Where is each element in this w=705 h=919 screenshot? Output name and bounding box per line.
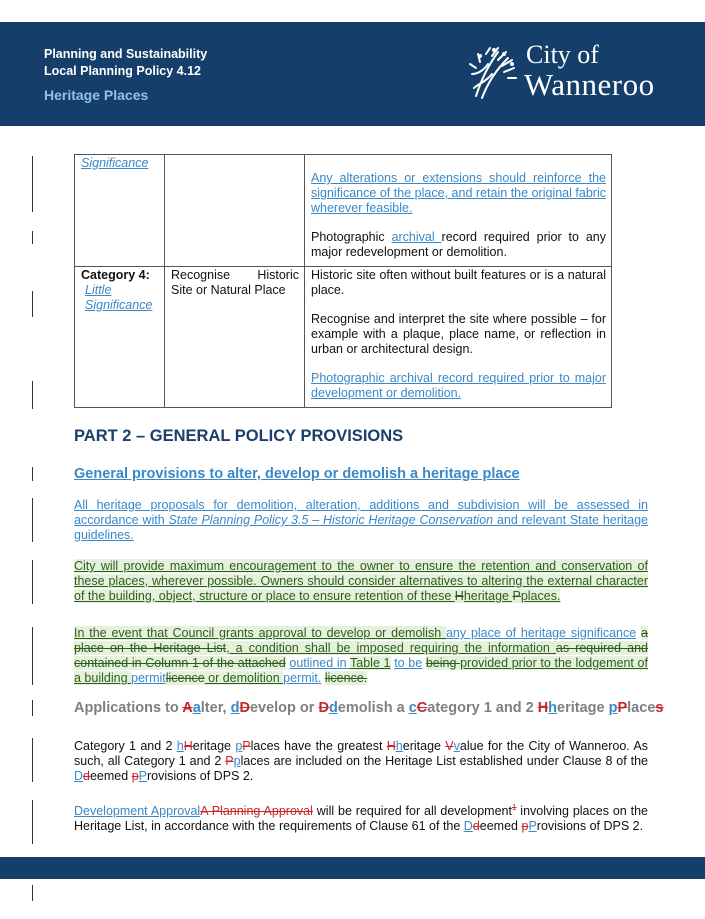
part2-title: PART 2 – GENERAL POLICY PROVISIONS: [74, 427, 404, 445]
inserted-text: d: [230, 700, 240, 716]
change-bar: [32, 700, 33, 716]
deleted-text: d: [83, 769, 90, 783]
heading-text: Applications to: [74, 700, 183, 716]
highlighted-text: In the event that Council grants approval to develop or demolish: [74, 626, 446, 640]
heritage-category-table: [74, 154, 612, 408]
highlighted-text: , a condition shall be imposed requiring the information: [226, 641, 556, 655]
table-cell-action: [165, 155, 305, 267]
deleted-text: C: [416, 700, 428, 716]
highlighted-text: h: [463, 589, 471, 603]
header-text: [44, 46, 207, 103]
category-significance: Little Significance: [85, 283, 153, 312]
body-text: rovisions of DPS 2.: [146, 769, 254, 783]
header-policy-number: Local Planning Policy 4.12: [44, 64, 201, 78]
inserted-text: D: [74, 769, 84, 783]
deleted-text: P: [617, 700, 628, 716]
deleted-text: H: [537, 700, 549, 716]
change-bar: [32, 291, 33, 317]
deleted-text: D: [318, 700, 329, 716]
deleted-text: d: [472, 819, 480, 834]
body-text: rovisions of DPS 2.: [536, 819, 644, 834]
heading-text: emolish a: [337, 700, 409, 716]
cell-text: Historic site often without built features or is a natural place.: [311, 268, 606, 297]
inserted-text: Photographic archival record required prior to major development or demolition.: [311, 371, 606, 400]
deleted-text: p: [131, 769, 139, 783]
heading-text: ategory 1 and 2: [427, 700, 538, 716]
cell-text: Recognise and interpret the site where possible – for example with a plaque, place name, or reflection in urban or architectural design.: [311, 312, 606, 356]
inserted-text: All heritage proposals for demolition, alteration, additions and subdivision will be assessed in accordance with: [74, 498, 648, 527]
table-cell-category: [75, 267, 165, 408]
deleted-text: p: [521, 819, 529, 834]
heading-text: lace: [627, 700, 656, 716]
inserted-text-italic: State Planning Policy 3.5 – Historic Heritage Conservation: [168, 513, 494, 527]
change-bar: [32, 381, 33, 409]
significance-label: Significance: [81, 156, 149, 170]
deleted-text: being: [425, 656, 461, 670]
inserted-text: permit: [131, 671, 166, 685]
inserted-text: h: [176, 739, 184, 753]
general-provisions-heading: General provisions to alter, develop or demolish a heritage place: [74, 466, 520, 482]
inserted-text: permit.: [283, 671, 322, 685]
table-cell-category: [75, 155, 165, 267]
header-department: Planning and Sustainability: [44, 47, 208, 61]
change-bar: [32, 560, 33, 604]
inserted-text: and relevant State heritage guidelines.: [74, 513, 648, 542]
deleted-text: as required and contained in Column 1 of the attached: [74, 641, 648, 670]
body-text: Category 1 and 2: [74, 739, 177, 753]
change-bar: [32, 885, 33, 901]
table-cell-description: [305, 155, 612, 267]
header-subtitle: Heritage Places: [44, 87, 149, 103]
deleted-text: H: [183, 739, 193, 753]
deleted-text: A: [182, 700, 193, 716]
logo-wanneroo: Wanneroo: [524, 67, 655, 102]
inserted-text: archival: [391, 230, 442, 244]
deleted-text: V: [445, 739, 454, 753]
inserted-text: a: [192, 700, 201, 716]
category-label: Category 4:: [81, 268, 150, 282]
change-bar: [32, 627, 33, 685]
body-text: laces are included on the Heritage List established under Clause 8 of the: [240, 754, 649, 768]
deleted-text: H: [386, 739, 396, 753]
body-text: will be required for all development: [312, 804, 512, 819]
deleted-text: licence.: [324, 671, 368, 685]
change-bar: [32, 800, 33, 844]
deleted-text: P: [225, 754, 234, 768]
table-cell-description: [305, 267, 612, 408]
banksia-logo-icon: [468, 44, 520, 102]
inserted-text: outlined in: [289, 656, 351, 670]
inserted-text: to be: [394, 656, 423, 670]
change-bar: [32, 467, 33, 481]
inserted-text: d: [328, 700, 338, 716]
paragraph-condition: [74, 626, 648, 686]
inserted-text: h: [395, 739, 403, 753]
body-text: eritage: [402, 739, 446, 753]
highlighted-text: or demolition: [204, 671, 284, 685]
paragraph-category-value: [74, 739, 648, 784]
body-text: eemed: [479, 819, 522, 834]
inserted-text: D: [463, 819, 473, 834]
table-cell-action: [165, 267, 305, 408]
highlighted-text: eritage: [470, 589, 513, 603]
inserted-text: P: [528, 819, 537, 834]
applications-heading: [74, 700, 663, 716]
deleted-text: D: [239, 700, 250, 716]
cell-text: Any alterations or extensions should reinforce the significance of the place, and retain the original fabric wherever feasible.: [311, 171, 606, 215]
page-header: [0, 22, 705, 126]
cell-text: Recognise Historic Site or Natural Place: [171, 268, 299, 297]
paragraph-encouragement: [74, 559, 648, 604]
deleted-text: H: [454, 589, 464, 603]
inserted-text: Development Approval: [74, 804, 201, 819]
logo-city-of: City of: [526, 40, 599, 69]
inserted-text: any place of heritage significance: [445, 626, 637, 640]
change-bar: [32, 231, 33, 244]
inserted-text: P: [138, 769, 147, 783]
footnote-marker[interactable]: 1: [511, 803, 517, 812]
table-row: [75, 267, 612, 408]
highlighted-text: City will provide maximum encouragement to the owner to ensure the retention and conservation of these places, wherever possible. Owners should consider alternatives to altering the external character of the building, object, structure or place to ensure retention of these: [74, 559, 648, 603]
paragraph-development-approval: [74, 800, 648, 834]
city-of-wanneroo-logo: [468, 40, 678, 104]
highlighted-text: laces.: [527, 589, 561, 603]
highlighted-text: p: [520, 589, 528, 603]
page-footer-bar: [0, 857, 705, 879]
deleted-text: A Planning Approval: [200, 804, 313, 819]
highlighted-text: Table 1: [350, 656, 391, 670]
heading-text: eritage: [557, 700, 609, 716]
deleted-text: P: [242, 739, 251, 753]
deleted-text: licence: [165, 671, 205, 685]
inserted-text: c: [408, 700, 417, 716]
highlighted-text: provided prior to the lodgement of a building: [74, 656, 648, 685]
deleted-text: P: [512, 589, 521, 603]
deleted-text: a place on the Heritage List: [74, 626, 648, 655]
inserted-text: v: [453, 739, 460, 753]
inserted-text: p: [608, 700, 618, 716]
deleted-text: s: [655, 700, 664, 716]
body-text: laces have the greatest: [250, 739, 387, 753]
body-text: alue for the City of Wanneroo. As such, all Category 1 and 2: [74, 739, 648, 768]
cell-text: record required prior to any major redevelopment or demolition.: [311, 230, 606, 259]
inserted-text: p: [233, 754, 241, 768]
body-text: eritage: [192, 739, 236, 753]
cell-text: Photographic: [311, 230, 392, 244]
change-bar: [32, 156, 33, 212]
table-row: [75, 155, 612, 267]
change-bar: [32, 738, 33, 782]
body-text: eemed: [89, 769, 132, 783]
heading-text: lter,: [200, 700, 231, 716]
inserted-text: h: [548, 700, 558, 716]
change-bar: [32, 498, 33, 542]
inserted-text: p: [235, 739, 243, 753]
heading-text: evelop or: [249, 700, 319, 716]
paragraph-assessment: [74, 498, 648, 543]
body-text: involving places on the Heritage List, in accordance with the requirements of Clause 61 of the: [74, 804, 648, 834]
